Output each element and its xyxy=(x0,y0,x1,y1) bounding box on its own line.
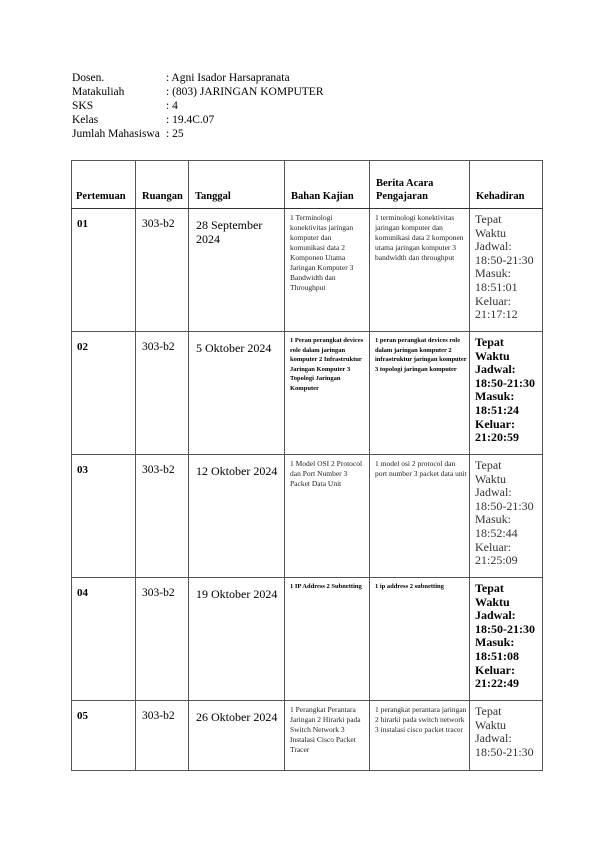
attendance-status: Tepat xyxy=(475,212,502,226)
date: 19 Oktober 2024 xyxy=(189,578,285,701)
info-label: Matakuliah xyxy=(72,86,125,98)
attendance-cell xyxy=(470,455,543,578)
info-value: : 25 xyxy=(166,128,184,140)
check-out-label: Keluar: xyxy=(475,416,515,431)
room: 303-b2 xyxy=(136,455,189,578)
material: 1 Perangkat Perantara Jaringan 2 Hirarki pada Switch Network 3 Instalasi Cisco Packet Tracer xyxy=(285,701,370,771)
check-in-label: Masuk: xyxy=(475,635,515,650)
schedule-label: Jadwal: xyxy=(475,731,512,746)
table-row xyxy=(72,578,543,701)
info-row-course xyxy=(72,85,324,99)
schedule-label: Jadwal: xyxy=(475,362,516,377)
room: 303-b2 xyxy=(136,332,189,455)
attendance-status: Tepat xyxy=(475,581,504,595)
table-header-row xyxy=(72,161,543,209)
schedule-time: 18:50-21:30 xyxy=(475,744,534,759)
report: 1 terminologi konektivitas jaringan komputer dan komunikasi data 2 komponen utama jaringan komputer 3 bandwidth dan throughput xyxy=(370,209,470,332)
course-info xyxy=(72,71,324,141)
report: 1 model osi 2 protocol dan port number 3 packet data unit xyxy=(370,455,470,578)
check-out-time: 21:17:12 xyxy=(475,307,518,322)
info-label: Kelas xyxy=(72,114,99,126)
date: 5 Oktober 2024 xyxy=(189,332,285,455)
header-room: Ruangan xyxy=(136,161,189,209)
room: 303-b2 xyxy=(136,209,189,332)
info-row-credits xyxy=(72,99,324,113)
material: 1 Peran perangkat devices role dalam jaringan komputer 2 Infrastruktur Jaringan Komputer 3 Topologi Jaringan Komputer xyxy=(285,332,370,455)
check-in-time: 18:51:08 xyxy=(475,648,519,663)
check-in-label: Masuk: xyxy=(475,512,511,527)
attendance-status: Tepat xyxy=(475,704,502,718)
meeting-number: 05 xyxy=(72,701,136,771)
date: 26 Oktober 2024 xyxy=(189,701,285,771)
header-meeting: Pertemuan xyxy=(72,161,136,209)
check-in-time: 18:51:24 xyxy=(475,402,519,417)
check-out-label: Keluar: xyxy=(475,293,511,308)
check-in-time: 18:52:44 xyxy=(475,525,518,540)
info-value: : 19.4C.07 xyxy=(166,114,215,126)
check-out-label: Keluar: xyxy=(475,539,511,554)
info-value: : (803) JARINGAN KOMPUTER xyxy=(166,86,324,98)
header-date: Tanggal xyxy=(189,161,285,209)
schedule-time: 18:50-21:30 xyxy=(475,252,534,267)
attendance-status: Waktu xyxy=(475,225,507,240)
schedule-time: 18:50-21:30 xyxy=(475,375,535,390)
date: 28 September 2024 xyxy=(189,209,285,332)
header-attendance: Kehadiran xyxy=(470,161,543,209)
check-in-label: Masuk: xyxy=(475,266,511,281)
attendance-status: Waktu xyxy=(475,717,507,732)
attendance-status: Tepat xyxy=(475,458,502,472)
report: 1 perangkat perantara jaringan 2 hirarki pada switch network 3 instalasi cisco packet tracer xyxy=(370,701,470,771)
table-row xyxy=(72,209,543,332)
info-label: SKS xyxy=(72,100,94,112)
meeting-number: 02 xyxy=(72,332,136,455)
attendance-table xyxy=(71,160,543,771)
check-out-time: 21:22:49 xyxy=(475,676,519,691)
schedule-label: Jadwal: xyxy=(475,485,512,500)
room: 303-b2 xyxy=(136,578,189,701)
table-row xyxy=(72,332,543,455)
check-out-time: 21:20:59 xyxy=(475,430,519,445)
attendance-status: Tepat xyxy=(475,335,504,349)
meeting-number: 03 xyxy=(72,455,136,578)
material: 1 Terminologi konektivitas jaringan komputer dan komunikasi data 2 Komponen Utama Jaringan Komputer 3 Bandwidth dan Throughput xyxy=(285,209,370,332)
check-out-time: 21:25:09 xyxy=(475,553,518,568)
attendance-cell xyxy=(470,209,543,332)
info-value: : 4 xyxy=(166,100,178,112)
info-row-lecturer xyxy=(72,71,324,85)
schedule-time: 18:50-21:30 xyxy=(475,621,535,636)
attendance-status: Waktu xyxy=(475,594,510,609)
attendance-status: Waktu xyxy=(475,348,510,363)
attendance-cell xyxy=(470,578,543,701)
info-value: : Agni Isador Harsapranata xyxy=(166,72,290,84)
table-row xyxy=(72,455,543,578)
check-in-time: 18:51:01 xyxy=(475,279,518,294)
check-out-label: Keluar: xyxy=(475,662,515,677)
meeting-number: 04 xyxy=(72,578,136,701)
attendance-status: Waktu xyxy=(475,471,507,486)
info-label: Dosen. xyxy=(72,72,105,84)
room: 303-b2 xyxy=(136,701,189,771)
report: 1 peran perangkat devices role dalam jaringan komputer 2 infrastruktur jaringan komputer 3 topologi jaringan komputer xyxy=(370,332,470,455)
check-in-label: Masuk: xyxy=(475,389,515,404)
meeting-number: 01 xyxy=(72,209,136,332)
material: 1 IP Address 2 Subnetting xyxy=(285,578,370,701)
schedule-time: 18:50-21:30 xyxy=(475,498,534,513)
schedule-label: Jadwal: xyxy=(475,239,512,254)
date: 12 Oktober 2024 xyxy=(189,455,285,578)
table-row xyxy=(72,701,543,771)
header-material: Bahan Kajian xyxy=(285,161,370,209)
material: 1 Model OSI 2 Protocol dan Port Number 3 Packet Data Unit xyxy=(285,455,370,578)
report: 1 ip address 2 subnetting xyxy=(370,578,470,701)
attendance-cell xyxy=(470,332,543,455)
info-row-class xyxy=(72,113,324,127)
info-label: Jumlah Mahasiswa xyxy=(72,128,160,140)
schedule-label: Jadwal: xyxy=(475,608,516,623)
attendance-cell xyxy=(470,701,543,771)
info-row-students xyxy=(72,127,324,141)
header-report: Berita Acara Pengajaran xyxy=(370,161,470,209)
